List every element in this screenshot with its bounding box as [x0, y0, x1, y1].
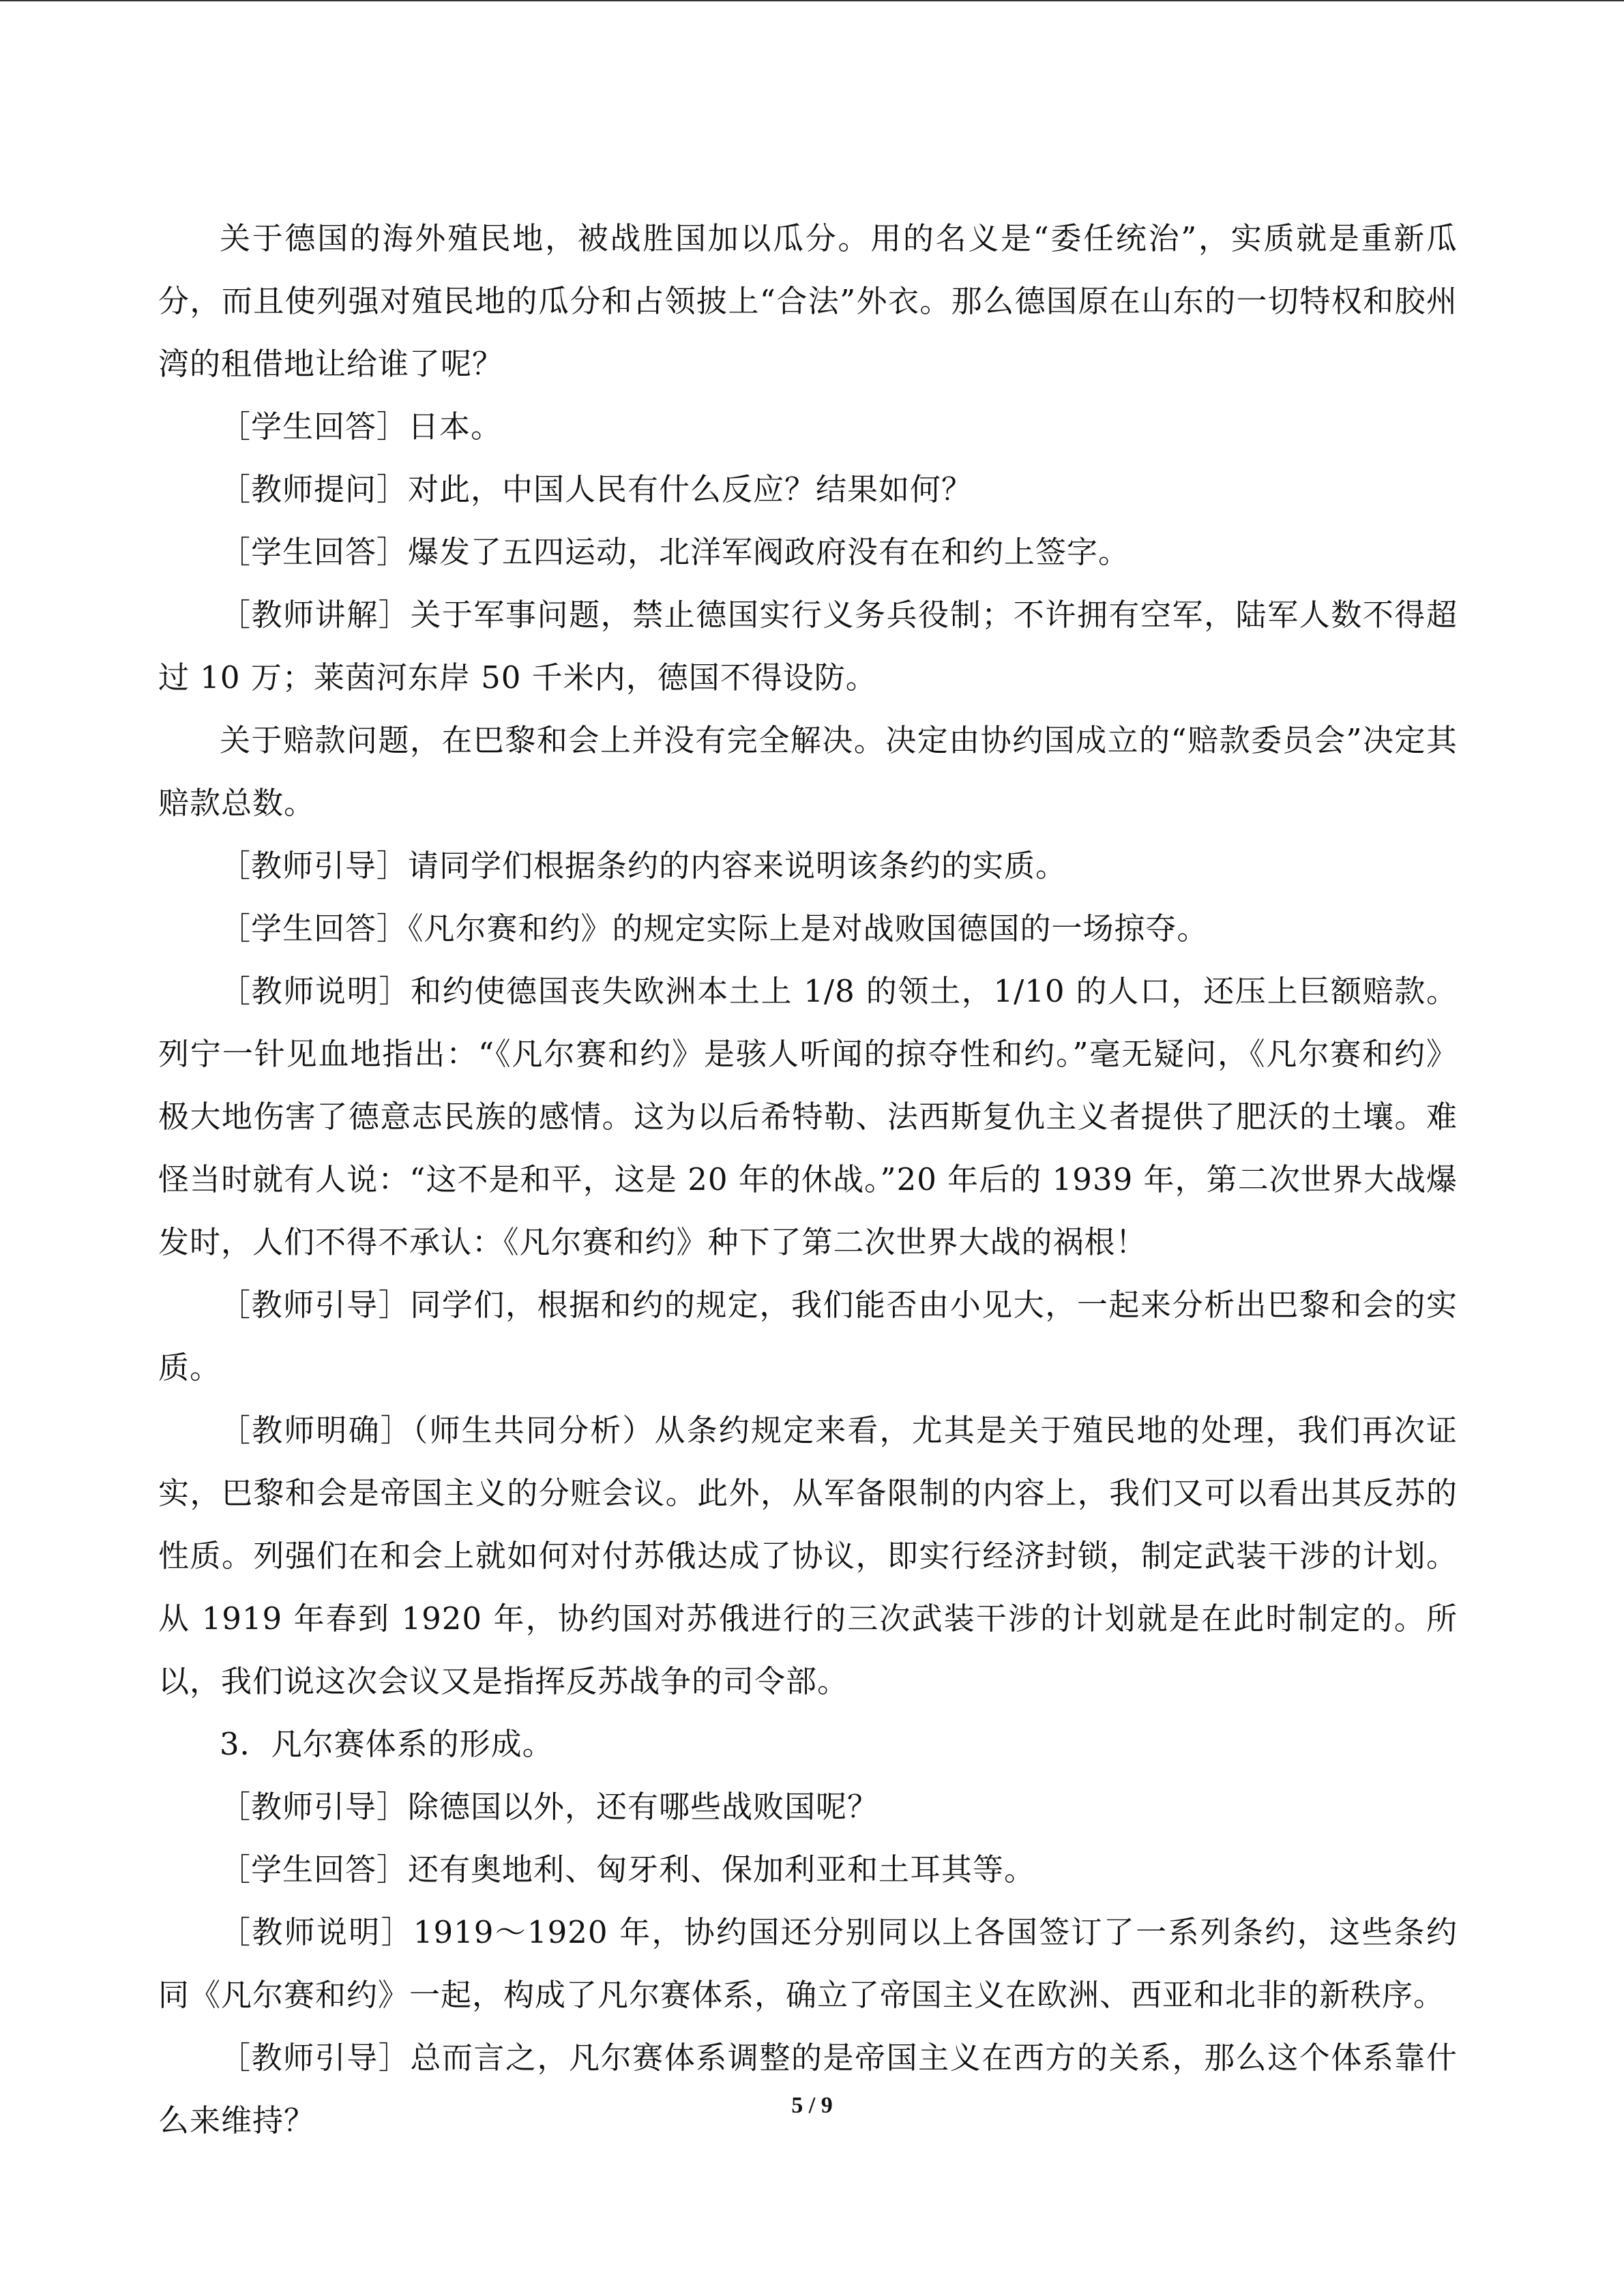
paragraph-student-answer-others: ［学生回答］还有奥地利、匈牙利、保加利亚和土耳其等。 [220, 1851, 1036, 1888]
section-heading-versailles-system: 3．凡尔赛体系的形成。 [220, 1726, 554, 1762]
paragraph-teacher-explain-system: ［教师说明］1919～1920 年，协约国还分别同以上各国签订了一系列条约，这些条约同《凡尔赛和约》一起，构成了凡尔赛体系，确立了帝国主义在欧洲、西亚和北非的新秩序。 [158, 1914, 1458, 2013]
paragraph-student-answer-japan: ［学生回答］日本。 [220, 408, 503, 445]
paragraph-teacher-guide-essence: ［教师引导］请同学们根据条约的内容来说明该条约的实质。 [220, 848, 1067, 884]
paragraph-teacher-guide-conference: ［教师引导］同学们，根据和约的规定，我们能否由小见大，一起来分析出巴黎和会的实质。 [158, 1287, 1458, 1386]
paragraph-reparations: 关于赔款问题，在巴黎和会上并没有完全解决。决定由协约国成立的“赔款委员会”决定其赔款总数。 [158, 722, 1458, 821]
paragraph-student-answer-plunder: ［学生回答］《凡尔赛和约》的规定实际上是对战败国德国的一场掠夺。 [220, 910, 1209, 946]
paragraph-student-answer-may-fourth: ［学生回答］爆发了五四运动，北洋军阀政府没有在和约上签字。 [220, 534, 1130, 570]
paragraph-teacher-explain-military: ［教师讲解］关于军事问题，禁止德国实行义务兵役制；不许拥有空军，陆军人数不得超过 10 万；莱茵河东岸 50 千米内，德国不得设防。 [158, 597, 1458, 696]
paragraph-colonies: 关于德国的海外殖民地，被战胜国加以瓜分。用的名义是“委任统治”，实质就是重新瓜分，而且使列强对殖民地的瓜分和占领披上“合法”外衣。那么德国原在山东的一切特权和胶州湾的租借地让给谁了呢？ [158, 220, 1458, 382]
paragraph-teacher-explain-treaty: ［教师说明］和约使德国丧失欧洲本土上 1/8 的领土，1/10 的人口，还压上巨额赔款。列宁一针见血地指出：“《凡尔赛和约》是骇人听闻的掠夺性和约。”毫无疑问，《凡尔赛和约》极大地伤害了德意志民族的感情。这为以后希特勒、法西斯复仇主义者提供了肥沃的土壤。难怪当时就有人说：“这不是和平，这是 20 年的休战。”20 年后的 1939 年，第二次世界大战爆发时，人们不得不承认：《凡尔赛和约》种下了第二次世界大战的祸根！ [158, 973, 1458, 1260]
paragraph-teacher-guide-defeated: ［教师引导］除德国以外，还有哪些战败国呢？ [220, 1789, 879, 1825]
page-number: 5 / 9 [791, 2093, 833, 2118]
paragraph-teacher-guide-maintain: ［教师引导］总而言之，凡尔赛体系调整的是帝国主义在西方的关系，那么这个体系靠什么来维持？ [158, 2040, 1458, 2138]
paragraph-teacher-question-reaction: ［教师提问］对此，中国人民有什么反应？结果如何？ [220, 471, 973, 507]
paragraph-teacher-clarify: ［教师明确］（师生共同分析）从条约规定来看，尤其是关于殖民地的处理，我们再次证实，巴黎和会是帝国主义的分赃会议。此外，从军备限制的内容上，我们又可以看出其反苏的性质。列强们在和会上就如何对付苏俄达成了协议，即实行经济封锁，制定武装干涉的计划。从 1919 年春到 1920 年，协约国对苏俄进行的三次武装干涉的计划就是在此时制定的。所以，我们说这次会议又是指挥反苏战争的司令部。 [158, 1412, 1458, 1699]
document-body [158, 207, 1458, 2152]
